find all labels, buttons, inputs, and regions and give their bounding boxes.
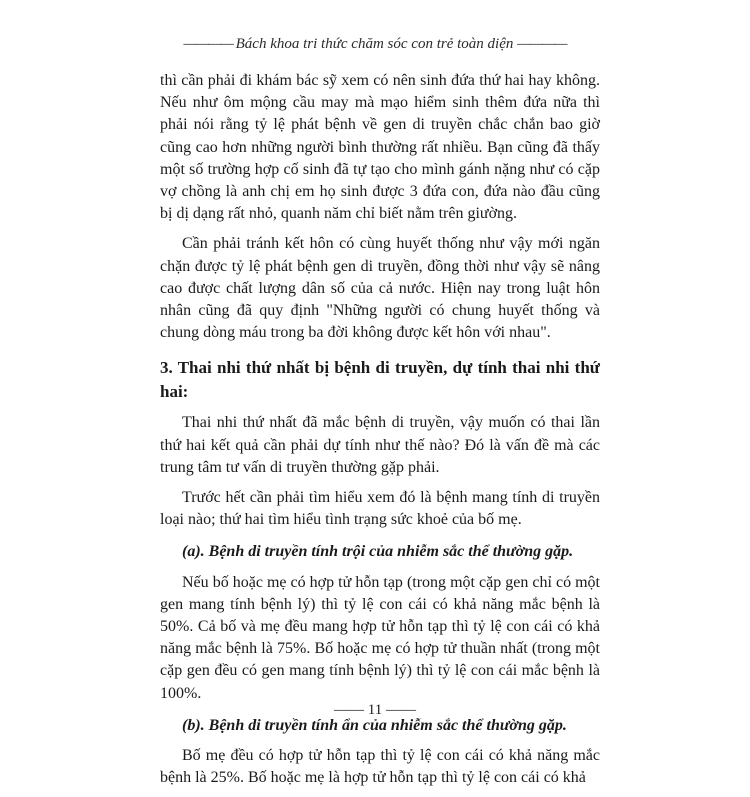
running-header bbox=[0, 36, 750, 53]
paragraph: Thai nhi thứ nhất đã mắc bệnh di truyền, vậy muốn có thai lần thứ hai kết quả cần phải dự tính như thế nào? Đó là vấn đề mà các trung tâm tư vấn di truyền thường gặp phải. bbox=[160, 414, 600, 476]
page-body bbox=[160, 70, 600, 797]
header-rule-right: ———— bbox=[517, 36, 567, 52]
paragraph-continued: thì cần phải đi khám bác sỹ xem có nên sinh đứa thứ hai hay không. Nếu như ôm mộng cầu may mà mạo hiểm sinh thêm đứa nữa thì phải nói rằng tỷ lệ phát bệnh về gen di truyền chắc chắn bao giờ cũng cao hơn những người bình thường rất nhiều. Bạn cũng đã thấy một số trường hợp cố sinh đã tự tạo cho mình gánh nặng như có cặp vợ chồng là anh chị em họ sinh được 3 đứa con, đứa nào đầu cũng bị dị dạng rất nhỏ, quanh năm chỉ biết nằm trên giường. bbox=[160, 72, 600, 223]
footer-rule-left: —— bbox=[334, 702, 368, 718]
page-footer bbox=[0, 702, 750, 719]
footer-rule-right: —— bbox=[385, 702, 416, 718]
section-heading: 3. Thai nhi thứ nhất bị bệnh di truyền, dự tính thai nhi thứ hai: bbox=[160, 358, 600, 402]
paragraph: Cần phải tránh kết hôn có cùng huyết thống như vậy mới ngăn chặn được tỷ lệ phát bệnh gen di truyền, đồng thời như vậy sẽ nâng cao được chất lượng dân số của cả nước. Hiện nay trong luật hôn nhân cũng đã quy định "Những người có chung huyết thống và chung dòng máu trong ba đời không được kết hôn với nhau". bbox=[160, 235, 600, 342]
subheading-b: (b). Bệnh di truyền tính ẩn của nhiễm sắc thể thường gặp. bbox=[182, 716, 567, 734]
paragraph: Trước hết cần phải tìm hiểu xem đó là bệnh mang tính di truyền loại nào; thứ hai tìm hiểu tình trạng sức khoẻ của bố mẹ. bbox=[160, 489, 600, 529]
paragraph: Nếu bố hoặc mẹ có hợp tử hỗn tạp (trong một cặp gen chỉ có một gen mang tính bệnh lý) thì tỷ lệ con cái có khả năng mắc bệnh là 50%. Cả bố và mẹ đều mang hợp tử hỗn tạp thì tỷ lệ con cái có khả năng mắc bệnh là 75%. Bố hoặc mẹ có hợp tử thuần nhất (trong một cặp gen đều có gen mang tính bệnh lý) thì tỷ lệ con cái mắc bệnh là 100%. bbox=[160, 573, 600, 702]
page-number: 11 bbox=[367, 702, 383, 718]
subheading-a: (a). Bệnh di truyền tính trội của nhiễm sắc thể thường gặp. bbox=[182, 543, 574, 561]
header-title: Bách khoa tri thức chăm sóc con trẻ toàn diện bbox=[235, 36, 514, 52]
header-rule-left: ———— bbox=[183, 36, 236, 52]
paragraph: Bố mẹ đều có hợp tử hỗn tạp thì tỷ lệ con cái có khả năng mắc bệnh là 25%. Bố hoặc mẹ là hợp tử hỗn tạp thì tỷ lệ con cái có khả bbox=[160, 747, 600, 787]
